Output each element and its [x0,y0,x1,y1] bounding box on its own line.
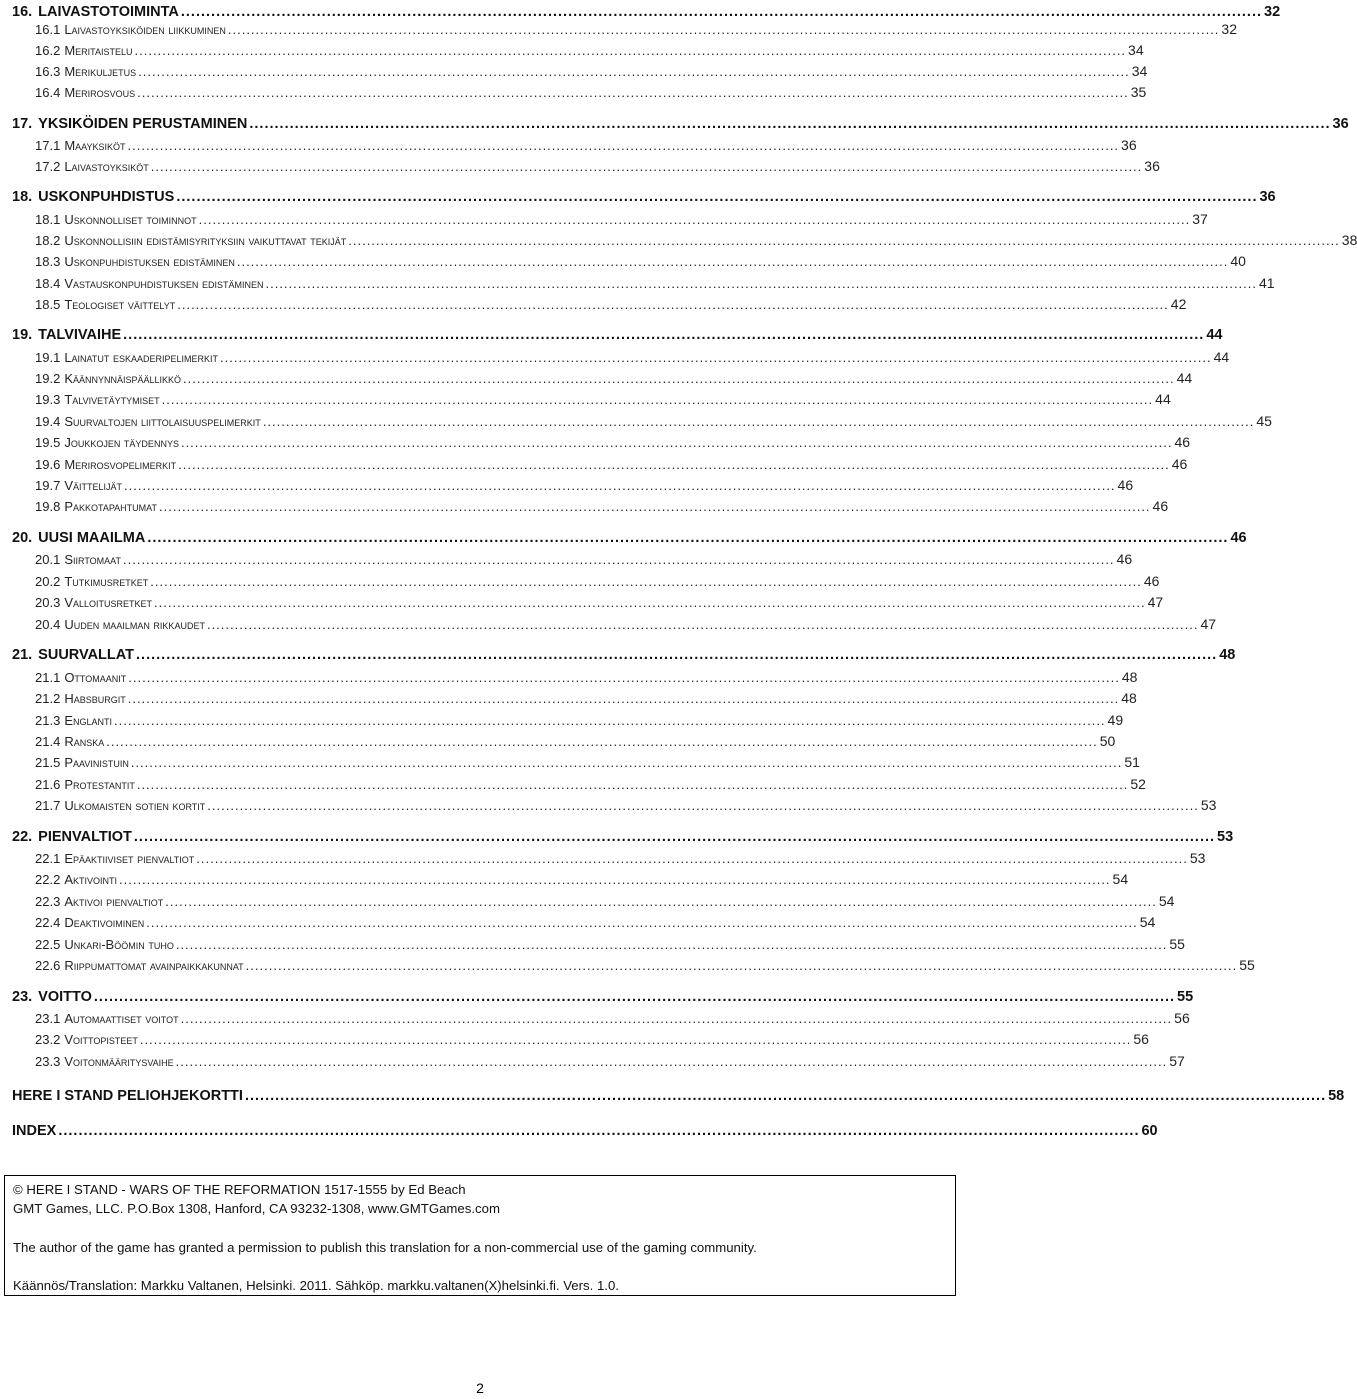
toc-entry-number: 19.5 [35,435,61,450]
toc-entry-title: Ulkomaisten sotien kortit [64,798,206,813]
toc-entry-title: YKSIKÖIDEN PERUSTAMINEN [38,116,248,132]
toc-entry-title: Habsburgit [64,691,126,706]
toc-entry-number: 22. [12,829,33,845]
toc-entry-page: 55 [1239,957,1255,973]
toc-section-entry[interactable] [35,616,1217,636]
toc-entry-number: 21.2 [35,691,61,706]
toc-entry-page: 44 [1206,327,1223,343]
toc-entry-page: 57 [1169,1053,1185,1069]
toc-entry-page: 40 [1230,253,1246,269]
toc-section-entry[interactable] [35,434,1191,454]
toc-leader-dots: ....................................................................................................................................................................................................................... [130,755,1123,770]
toc-entry-title: Laivastoyksiköt [64,159,149,174]
toc-entry-title: INDEX [12,1123,57,1139]
toc-leader-dots: ....................................................................................................................................................................................................................... [119,872,1111,887]
toc-leader-dots: ....................................................................................................................................................................................................................... [265,276,1258,291]
toc-section-entry[interactable] [35,1031,1149,1051]
toc-entry-title: Epäaktiiviset pienvaltiot [64,851,195,866]
toc-entry-title: LAIVASTOTOIMINTA [38,4,179,20]
toc-entry-title: Uskonnolliset toiminnot [64,212,197,227]
toc-leader-dots: ....................................................................................................................................................................................................................... [236,254,1229,269]
toc-entry-page: 52 [1130,776,1146,792]
toc-chapter-entry[interactable] [12,116,1349,136]
toc-section-entry[interactable] [35,754,1140,774]
toc-leader-dots: ....................................................................................................................................................................................................................... [114,713,1106,728]
toc-leader-dots: ....................................................................................................................................................................................................................... [183,371,1175,386]
toc-entry-title: PIENVALTIOT [38,829,132,845]
toc-entry-title: Unkari-Böömin tuho [64,937,174,952]
toc-entry-number: 21.6 [35,777,61,792]
toc-entry-number: 21. [12,647,33,663]
toc-leader-dots: ....................................................................................................................................................................................................................... [138,64,1130,79]
toc-section-entry[interactable] [35,1010,1190,1030]
toc-section-entry[interactable] [35,158,1160,178]
toc-entry-number: 23.1 [35,1011,61,1026]
toc-entry-title: UUSI MAAILMA [38,530,146,546]
toc-entry-page: 41 [1259,275,1275,291]
toc-leader-dots: ....................................................................................................................................................................................................................... [136,777,1129,792]
toc-leader-dots: ....................................................................................................................................................................................................................... [127,691,1120,706]
toc-entry-number: 17.2 [35,159,61,174]
toc-entry-page: 53 [1200,797,1217,813]
toc-entry-number: 21.3 [35,713,61,728]
toc-entry-title: Deaktivoiminen [64,915,145,930]
toc-chapter-entry[interactable] [12,327,1223,347]
toc-leader-dots: ....................................................................................................................................................................................................................... [154,595,1146,610]
toc-leader-dots: ....................................................................................................................................................................................................................... [136,647,1218,663]
toc-entry-page: 46 [1116,551,1133,567]
toc-entry-page: 48 [1121,669,1138,685]
toc-section-entry[interactable] [35,296,1187,316]
page-number: 2 [476,1380,484,1396]
toc-chapter-entry[interactable] [12,647,1236,667]
toc-section-entry[interactable] [35,498,1169,518]
toc-section-entry[interactable] [35,712,1124,732]
toc-entry-title: Valloitusretket [64,595,153,610]
toc-entry-title: Vastauskonpuhdistuksen edistäminen [64,276,264,291]
toc-section-entry[interactable] [35,690,1137,710]
toc-entry-page: 54 [1158,893,1175,909]
toc-entry-page: 48 [1219,647,1236,663]
toc-entry-title: Aktivointi [64,872,117,887]
toc-section-entry[interactable] [35,253,1246,273]
toc-entry-title: Riippumattomat avainpaikkakunnat [64,958,244,973]
toc-section-entry[interactable] [35,63,1148,83]
toc-section-entry[interactable] [35,871,1129,891]
toc-entry-title: Ranska [64,734,105,749]
toc-section-entry[interactable] [35,349,1230,369]
toc-entry-title: Laivastoyksiköiden liikkuminen [64,22,226,37]
toc-section-entry[interactable] [35,573,1160,593]
toc-entry-title: Merirosvous [64,85,136,100]
toc-section-entry[interactable] [35,733,1116,753]
toc-leader-dots: ....................................................................................................................................................................................................................... [196,851,1188,866]
toc-entry-page: 58 [1328,1088,1345,1104]
toc-entry-page: 53 [1189,850,1206,866]
toc-entry-title: Paavinistuin [64,755,129,770]
toc-leader-dots: ....................................................................................................................................................................................................................... [175,1054,1168,1069]
toc-section-entry[interactable] [35,137,1137,157]
toc-leader-dots: ....................................................................................................................................................................................................................... [180,435,1173,450]
toc-leader-dots: ....................................................................................................................................................................................................................... [137,85,1129,100]
toc-entry-page: 49 [1107,712,1124,728]
toc-section-entry[interactable] [35,797,1217,817]
toc-leader-dots: ....................................................................................................................................................................................................................... [123,327,1205,343]
toc-entry-page: 50 [1099,733,1116,749]
toc-entry-number: 16.3 [35,64,61,79]
toc-entry-title: VOITTO [38,989,92,1005]
toc-leader-dots: ....................................................................................................................................................................................................................... [147,530,1229,546]
toc-leader-dots: ....................................................................................................................................................................................................................... [127,138,1120,153]
toc-entry-page: 45 [1256,413,1272,429]
toc-section-entry[interactable] [35,232,1357,252]
toc-leader-dots: ....................................................................................................................................................................................................................... [150,159,1143,174]
toc-section-entry[interactable] [35,456,1188,476]
toc-entry-title: Uskonnollisiin edistämisyrityksiin vaikuttavat tekijät [64,233,347,248]
toc-entry-number: 18.5 [35,297,61,312]
permission-line: The author of the game has granted a permission to publish this translation for a non-commercial use of the gaming community. [13,1240,757,1255]
toc-section-entry[interactable] [35,370,1193,390]
toc-section-entry[interactable] [35,893,1175,913]
toc-entry-number: 19.7 [35,478,61,493]
publisher-line: GMT Games, LLC. P.O.Box 1308, Hanford, CA 93232-1308, www.GMTGames.com [13,1201,500,1216]
toc-leader-dots: ....................................................................................................................................................................................................................... [139,1032,1132,1047]
toc-entry-number: 19.8 [35,499,61,514]
toc-section-entry[interactable] [35,551,1133,571]
toc-leader-dots: ....................................................................................................................................................................................................................... [178,457,1170,472]
toc-leader-dots: ....................................................................................................................................................................................................................... [161,392,1154,407]
toc-entry-page: 60 [1141,1123,1158,1139]
toc-entry-page: 42 [1170,296,1187,312]
toc-section-entry[interactable] [35,914,1156,934]
toc-chapter-entry[interactable] [12,189,1276,209]
toc-entry-page: 47 [1147,594,1164,610]
toc-entry-number: 18.1 [35,212,61,227]
toc-entry-title: Siirtomaat [64,552,121,567]
toc-leader-dots: ....................................................................................................................................................................................................................... [93,989,1176,1005]
toc-entry-page: 46 [1143,573,1160,589]
toc-entry-number: 22.3 [35,894,61,909]
toc-entry-title: Maayksiköt [64,138,126,153]
toc-entry-title: Aktivoi pienvaltiot [64,894,164,909]
toc-entry-page: 46 [1152,498,1169,514]
toc-leader-dots: ....................................................................................................................................................................................................................... [175,937,1168,952]
toc-leader-dots: ....................................................................................................................................................................................................................... [198,212,1191,227]
toc-entry-number: 20.1 [35,552,61,567]
toc-leader-dots: ....................................................................................................................................................................................................................... [227,22,1220,37]
toc-leader-dots: ....................................................................................................................................................................................................................... [249,116,1331,132]
toc-section-entry[interactable] [35,850,1206,870]
toc-section-entry[interactable] [35,413,1272,433]
toc-entry-page: 32 [1264,4,1281,20]
toc-entry-title: Uuden maailman rikkaudet [64,617,205,632]
toc-entry-title: Merikuljetus [64,64,137,79]
toc-leader-dots: ....................................................................................................................................................................................................................... [176,189,1258,205]
toc-leader-dots: ....................................................................................................................................................................................................................... [128,670,1120,685]
toc-entry-number: 20. [12,530,33,546]
toc-entry-title: Merirosvopelimerkit [64,457,177,472]
toc-entry-page: 46 [1117,477,1134,493]
toc-entry-page: 35 [1130,84,1147,100]
toc-entry-number: 21.1 [35,670,61,685]
toc-chapter-entry[interactable] [12,1088,1345,1108]
toc-entry-page: 36 [1121,137,1137,153]
toc-entry-number: 16.4 [35,85,61,100]
toc-entry-page: 36 [1332,116,1349,132]
toc-section-entry[interactable] [35,957,1255,977]
toc-entry-page: 32 [1221,21,1237,37]
toc-leader-dots: ....................................................................................................................................................................................................................... [58,1123,1140,1139]
toc-section-entry[interactable] [35,391,1171,411]
toc-entry-number: 21.5 [35,755,61,770]
toc-entry-number: 18.2 [35,233,61,248]
toc-entry-page: 38 [1341,232,1357,248]
toc-leader-dots: ....................................................................................................................................................................................................................... [159,499,1151,514]
toc-entry-title: Teologiset väittelyt [64,297,176,312]
toc-entry-number: 20.4 [35,617,61,632]
toc-entry-title: Meritaistelu [64,43,133,58]
toc-entry-number: 19.2 [35,371,61,386]
toc-section-entry[interactable] [35,477,1134,497]
toc-entry-number: 19. [12,327,33,343]
toc-leader-dots: ....................................................................................................................................................................................................................... [177,297,1169,312]
toc-entry-title: Tutkimusretket [64,574,149,589]
copyright-box [4,1175,956,1296]
toc-entry-number: 22.4 [35,915,61,930]
toc-entry-page: 44 [1213,349,1230,365]
toc-leader-dots: ....................................................................................................................................................................................................................... [123,552,1115,567]
toc-entry-title: Ottomaanit [64,670,127,685]
toc-entry-page: 55 [1169,936,1185,952]
toc-entry-number: 23.2 [35,1032,61,1047]
toc-entry-number: 21.4 [35,734,61,749]
toc-entry-number: 23.3 [35,1054,61,1069]
toc-entry-number: 16.2 [35,43,61,58]
toc-entry-number: 19.4 [35,414,61,429]
toc-entry-title: Englanti [64,713,112,728]
toc-entry-number: 19.1 [35,350,61,365]
toc-entry-title: Voittopisteet [64,1032,138,1047]
toc-entry-title: Voitonmääritysvaihe [64,1054,174,1069]
copyright-line: © HERE I STAND - WARS OF THE REFORMATION 1517-1555 by Ed Beach [13,1182,466,1197]
toc-entry-page: 34 [1131,63,1148,79]
toc-entry-number: 17. [12,116,33,132]
toc-entry-title: Automaattiset voitot [64,1011,179,1026]
toc-entry-number: 20.2 [35,574,61,589]
toc-entry-page: 46 [1171,456,1188,472]
toc-entry-page: 36 [1144,158,1160,174]
toc-entry-number: 22.6 [35,958,61,973]
toc-section-entry[interactable] [35,594,1164,614]
toc-entry-number: 19.6 [35,457,61,472]
toc-leader-dots: ....................................................................................................................................................................................................................... [146,915,1138,930]
toc-section-entry[interactable] [35,936,1185,956]
translation-line: Käännös/Translation: Markku Valtanen, Helsinki. 2011. Sähköp. markku.valtanen(X)helsinki.fi. Vers. 1.0. [13,1278,619,1293]
toc-entry-number: 22.1 [35,851,61,866]
toc-entry-page: 36 [1259,189,1276,205]
toc-entry-page: 53 [1217,829,1234,845]
toc-entry-title: Käännynnäispäällikkö [64,371,182,386]
toc-entry-title: Talvivetäytymiset [64,392,160,407]
toc-leader-dots: ....................................................................................................................................................................................................................... [206,617,1199,632]
toc-entry-page: 46 [1230,530,1247,546]
toc-entry-number: 16. [12,4,33,20]
toc-entry-title: USKONPUHDISTUS [38,189,175,205]
toc-entry-number: 21.7 [35,798,61,813]
toc-entry-page: 47 [1200,616,1217,632]
toc-entry-page: 55 [1177,989,1194,1005]
toc-entry-page: 44 [1155,391,1171,407]
toc-entry-page: 46 [1174,434,1191,450]
toc-entry-number: 18. [12,189,33,205]
toc-section-entry[interactable] [35,275,1275,295]
toc-entry-title: TALVIVAIHE [38,327,122,343]
toc-leader-dots: ....................................................................................................................................................................................................................... [244,1088,1327,1104]
toc-entry-number: 16.1 [35,22,61,37]
toc-leader-dots: ....................................................................................................................................................................................................................... [245,958,1238,973]
toc-entry-title: SUURVALLAT [38,647,135,663]
toc-entry-title: Uskonpuhdistuksen edistäminen [64,254,235,269]
toc-leader-dots: ....................................................................................................................................................................................................................... [133,829,1216,845]
toc-section-entry[interactable] [35,1053,1185,1073]
toc-leader-dots: ....................................................................................................................................................................................................................... [165,894,1157,909]
toc-entry-page: 37 [1192,211,1208,227]
toc-entry-page: 34 [1128,42,1144,58]
toc-section-entry[interactable] [35,211,1208,231]
toc-leader-dots: ....................................................................................................................................................................................................................... [180,1011,1173,1026]
toc-entry-title: Pakkotapahtumat [64,499,157,514]
toc-entry-page: 54 [1139,914,1156,930]
toc-chapter-entry[interactable] [12,1123,1158,1143]
toc-entry-title: HERE I STAND PELIOHJEKORTTI [12,1088,243,1104]
toc-entry-number: 17.1 [35,138,61,153]
toc-entry-page: 51 [1124,754,1140,770]
toc-leader-dots: ....................................................................................................................................................................................................................... [150,574,1142,589]
toc-entry-page: 48 [1121,690,1137,706]
toc-leader-dots: ....................................................................................................................................................................................................................... [134,43,1127,58]
toc-entry-number: 18.4 [35,276,61,291]
toc-chapter-entry[interactable] [12,989,1194,1009]
toc-leader-dots: ....................................................................................................................................................................................................................... [124,478,1116,493]
toc-entry-page: 44 [1176,370,1193,386]
toc-entry-title: Lainatut eskaaderipelimerkit [64,350,219,365]
toc-entry-title: Suurvaltojen liittolaisuuspelimerkit [64,414,261,429]
toc-section-entry[interactable] [35,84,1147,104]
toc-leader-dots: ....................................................................................................................................................................................................................... [106,734,1098,749]
toc-leader-dots: ....................................................................................................................................................................................................................... [220,350,1212,365]
toc-entry-number: 23. [12,989,33,1005]
toc-entry-number: 20.3 [35,595,61,610]
toc-entry-page: 56 [1133,1031,1149,1047]
toc-entry-number: 22.2 [35,872,61,887]
toc-leader-dots: ....................................................................................................................................................................................................................... [207,798,1199,813]
toc-entry-title: Joukkojen täydennys [64,435,179,450]
toc-entry-number: 22.5 [35,937,61,952]
toc-entry-title: Väittelijät [64,478,122,493]
toc-chapter-entry[interactable] [12,530,1247,550]
toc-section-entry[interactable] [35,776,1146,796]
toc-leader-dots: ....................................................................................................................................................................................................................... [180,4,1263,20]
toc-section-entry[interactable] [35,21,1237,41]
toc-entry-number: 18.3 [35,254,61,269]
toc-section-entry[interactable] [35,669,1138,689]
toc-entry-number: 19.3 [35,392,61,407]
toc-leader-dots: ....................................................................................................................................................................................................................... [348,233,1340,248]
toc-entry-page: 54 [1112,871,1129,887]
toc-entry-title: Protestantit [64,777,135,792]
toc-leader-dots: ....................................................................................................................................................................................................................... [262,414,1255,429]
toc-chapter-entry[interactable] [12,829,1234,849]
toc-section-entry[interactable] [35,42,1144,62]
toc-entry-page: 56 [1174,1010,1190,1026]
